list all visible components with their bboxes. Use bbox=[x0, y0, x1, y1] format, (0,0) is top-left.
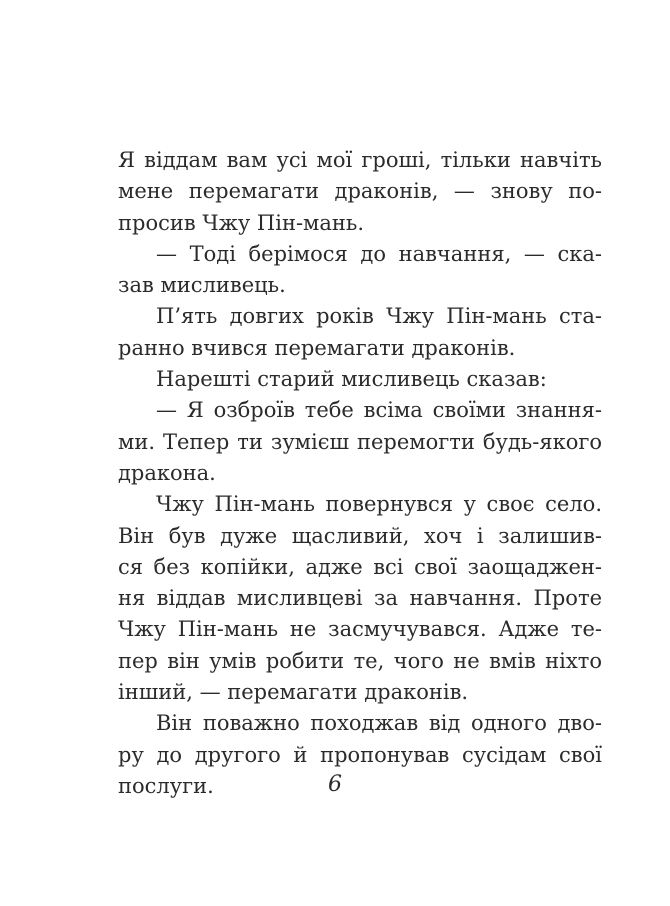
text-line: ру до другого й пропонував сусідам свої bbox=[118, 742, 602, 767]
text-line: П’ять довгих років Чжу Пін-мань ста- bbox=[156, 304, 602, 329]
text-line: Нарешті старий мисливець сказав: bbox=[156, 367, 547, 392]
text-line: Він поважно походжав від одного дво- bbox=[156, 711, 602, 736]
text-line: просив Чжу Пін-мань. bbox=[118, 210, 365, 235]
text-line: ранно вчився перемагати драконів. bbox=[118, 335, 516, 360]
text-line: Чжу Пін-мань не засмучувався. Адже те- bbox=[118, 617, 602, 642]
text-line: — Тоді берімося до навчання, — ска- bbox=[156, 241, 602, 266]
text-line: ся без копійки, адже всі свої заощаджен- bbox=[118, 554, 602, 579]
body-text bbox=[118, 145, 602, 802]
text-line: Він був дуже щасливий, хоч і залишив- bbox=[118, 523, 602, 548]
text-line: послуги. bbox=[118, 773, 214, 798]
text-line: Чжу Пін-мань повернувся у своє село. bbox=[156, 492, 602, 517]
text-line: дракона. bbox=[118, 460, 216, 485]
text-line: ня віддав мисливцеві за навчання. Проте bbox=[118, 586, 602, 611]
text-line: мене перемагати драконів, — знову по- bbox=[118, 179, 602, 204]
text-line: пер він умів робити те, чого не вмів ніхто bbox=[118, 648, 602, 673]
text-line: Я віддам вам усі мої гроші, тільки навчіть bbox=[118, 148, 602, 172]
text-line: інший, — перемагати драконів. bbox=[118, 680, 469, 705]
text-line: зав мисливець. bbox=[118, 273, 286, 298]
page-number: 6 bbox=[328, 772, 342, 797]
text-line: ми. Тепер ти зумієш перемогти будь-якого bbox=[118, 429, 602, 454]
text-line: — Я озброїв тебе всіма своїми знання- bbox=[156, 398, 602, 423]
